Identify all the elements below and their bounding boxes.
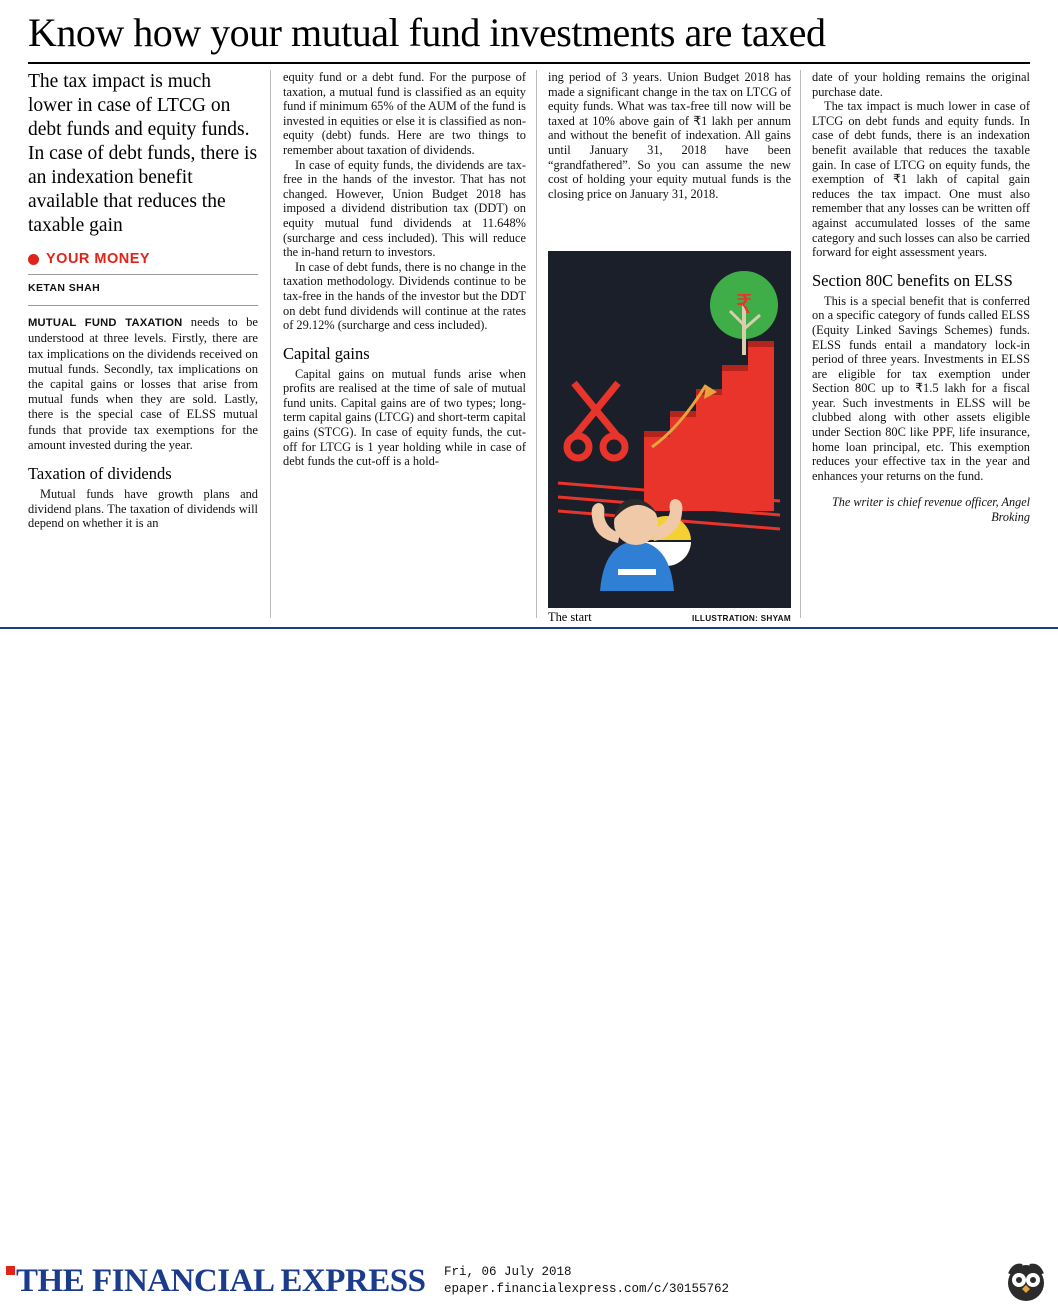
column2-paragraph-4: Capital gains on mutual funds arise when profits are realised at the time of sale of mutual fund units. Capital gains are of two types; long-term capital gains (LTCG) and short-term capital gains (STCG). In case of equity funds, the cut-off for LTCG is 1 year holding while in case of debt funds the cut-off is a hold- bbox=[283, 366, 526, 469]
footer-url[interactable]: epaper.financialexpress.com/c/30155762 bbox=[444, 1282, 730, 1296]
column4-paragraph-2: The tax impact is much lower in case of LTCG on debt funds and equity funds. In case of debt funds, there is an indexation benefit available that reduces the taxable gain. In case of LTCG on equity funds, the exemption of ₹1 lakh of capital gain reduces the tax impact. One must also remember that any losses can be written off against accumulated losses of the same category and such losses can also be carried forward for eight assessment years. bbox=[812, 99, 1030, 260]
illustration-caption-row bbox=[548, 610, 791, 625]
footer bbox=[0, 629, 1058, 1299]
subhead-capital-gains: Capital gains bbox=[283, 343, 370, 363]
column4-paragraph-3: This is a special benefit that is conferred on a specific category of funds called ELSS (Equity Linked Savings Schemes) funds. ELSS funds entail a mandatory lock-in period of three years. Investments in ELSS are eligible for tax exemption under Section 80C up to ₹1.5 lakh for a fiscal year. Such investments in ELSS will be clubbed along with other assets eligible under Section 80C like PPF, life insurance, home loan principal, etc. This exemption reduces your effective tax in the year and enhances your returns on the fund. bbox=[812, 293, 1030, 483]
column4-paragraph-1: date of your holding remains the original purchase date. bbox=[812, 70, 1030, 99]
column2-paragraph-1: equity fund or a debt fund. For the purpose of taxation, a mutual fund is classified as an equity fund if minimum 65% of the AUM of the fund is invested in equities or else it is classified as non-equity (debt) funds. Here are two things to remember about taxation of dividends. bbox=[283, 70, 526, 157]
masthead-logo: THE FINANCIAL EXPRESS bbox=[16, 1263, 426, 1299]
column-4 bbox=[812, 70, 1030, 525]
standfirst: The tax impact is much lower in case of LTCG on debt funds and equity funds. In case of debt funds, there is an indexation benefit available that reduces the taxable gain bbox=[28, 71, 258, 236]
masthead-square-icon bbox=[6, 1266, 15, 1275]
byline-divider-top bbox=[28, 274, 258, 275]
column-2 bbox=[283, 70, 526, 469]
svg-text:₹: ₹ bbox=[735, 290, 753, 319]
column-3 bbox=[548, 70, 791, 201]
headline-divider bbox=[28, 62, 1030, 64]
column2-paragraph-3: In case of debt funds, there is no change in the taxation methodology. Dividends continue to be tax-free in the hands of the investor but the DDT on debt fund dividends will continue at the rates of 29.12% (surcharge and cess included). bbox=[283, 259, 526, 333]
column-divider-2 bbox=[536, 70, 537, 618]
illustration-credit: ILLUSTRATION: SHYAM bbox=[692, 614, 791, 623]
section-flag-label: YOUR MONEY bbox=[46, 251, 151, 267]
column1-paragraph-2: Mutual funds have growth plans and dividend plans. The taxation of dividends will depend on whether it is an bbox=[28, 487, 258, 531]
writer-note: The writer is chief revenue officer, Angel Broking bbox=[831, 495, 1030, 525]
owl-icon bbox=[1004, 1260, 1048, 1304]
page-title: Know how your mutual fund investments are taxed bbox=[28, 10, 826, 55]
subhead-section-80c: Section 80C benefits on ELSS bbox=[812, 270, 1013, 290]
column2-paragraph-2: In case of equity funds, the dividends are tax-free in the hands of the investor. That has not changed. However, Union Budget 2018 has imposed a dividend distribution tax (DDT) on equity mutual fund dividends at 11.648% (surcharge and cess included). This will reduce the in-hand return to investors. bbox=[283, 157, 526, 260]
illustration-graphic bbox=[548, 251, 791, 608]
column-divider-3 bbox=[800, 70, 801, 618]
lead-rest-text: needs to be understood at three levels. Firstly, there are tax implications on the dividends received on mutual funds. Secondly, tax implications on the capital gains or losses that arise from mutual funds when they are sold. Lastly, there is the special case of ELSS mutual funds that provide tax exemptions for the amount invested during the year. bbox=[28, 315, 258, 452]
byline-divider-bottom bbox=[28, 305, 258, 306]
subhead-taxation-of-dividends: Taxation of dividends bbox=[28, 464, 172, 484]
footer-date: Fri, 06 July 2018 bbox=[444, 1265, 572, 1279]
lead-paragraph bbox=[28, 315, 258, 453]
lead-bold-text: MUTUAL FUND TAXATION bbox=[28, 317, 183, 330]
column-1 bbox=[28, 70, 258, 531]
byline: KETAN SHAH bbox=[28, 281, 101, 294]
illustration-caption: The start bbox=[548, 610, 592, 624]
column-divider-1 bbox=[270, 70, 271, 618]
column3-paragraph-1: ing period of 3 years. Union Budget 2018 has made a significant change in the tax on LTCG of equity funds. What was tax-free till now will be taxed at 10% above gain of ₹1 lakh per annum and without the benefit of indexation. All gains until January 31, 2018 have been “grandfathered”. So you can assume the new cost of holding your equity mutual funds is the closing price on January 31, 2018. bbox=[548, 70, 791, 201]
illustration bbox=[548, 251, 791, 608]
section-flag bbox=[28, 252, 258, 267]
bullet-dot-icon bbox=[28, 254, 39, 265]
